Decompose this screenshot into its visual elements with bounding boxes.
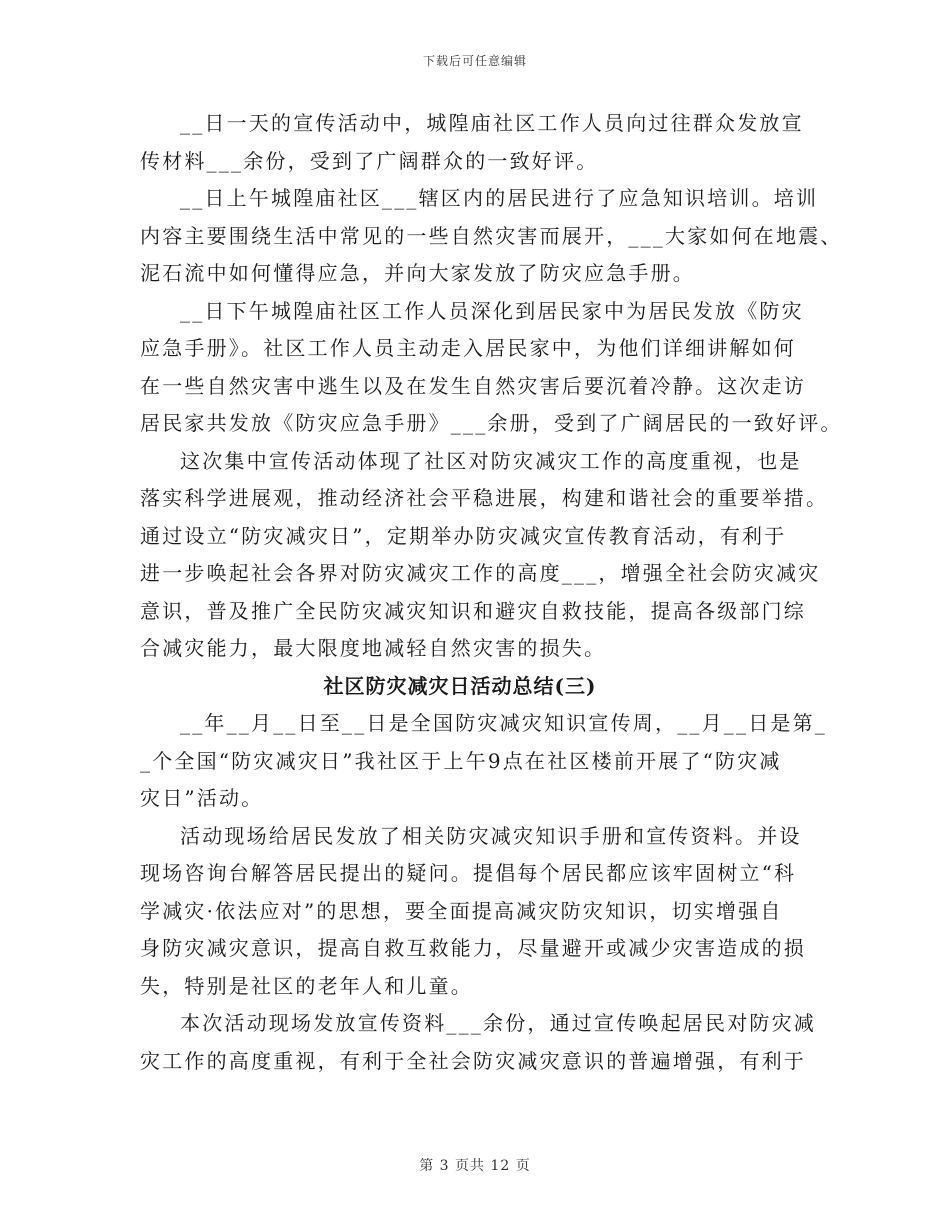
- paragraph-group-1: [140, 105, 843, 668]
- paragraph: [140, 443, 829, 668]
- text-line: 内容主要围绕生活中常见的一些自然灾害而展开，___大家如何在地震、: [140, 223, 843, 248]
- text-line: 居民家共发放《防灾应急手册》___余册，受到了广阔居民的一致好评。: [140, 411, 843, 435]
- text-line: 合减灾能力，最大限度地减轻自然灾害的损失。: [140, 636, 607, 660]
- text-line: 现场咨询台解答居民提出的疑问。提倡每个居民都应该牢固树立“科: [140, 861, 797, 885]
- section-title: 社区防灾减灾日活动总结(三): [323, 673, 597, 698]
- paragraph: [140, 1005, 820, 1080]
- text-line: 本次活动现场发放宣传资料___余份，通过宣传唤起居民对防灾减: [180, 1011, 816, 1035]
- paragraph: [140, 105, 820, 180]
- paragraph-group-2: [140, 705, 827, 1080]
- text-line: __日上午城隍庙社区___辖区内的居民进行了应急知识培训。培训: [180, 186, 819, 210]
- text-line: 通过设立“防灾减灾日”，定期举办防灾减灾宣传教育活动，有利于: [140, 523, 787, 548]
- text-line: 意识，普及推广全民防灾减灾知识和避灾自救技能，提高各级部门综: [140, 598, 806, 623]
- text-line: __日下午城隍庙社区工作人员深化到居民家中为居民发放《防灾: [180, 298, 804, 323]
- text-line: __日一天的宣传活动中，城隍庙社区工作人员向过往群众发放宣: [180, 111, 804, 135]
- paragraph: [140, 180, 843, 293]
- text-line: 学减灾·依法应对”的思想，要全面提高减灾防灾知识，切实增强自: [140, 898, 783, 923]
- text-line: 应急手册》。社区工作人员主动走入居民家中，为他们详细讲解如何: [140, 336, 796, 360]
- text-line: _个全国“防灾减灾日”我社区于上午9点在社区楼前开展了“防灾减: [140, 748, 782, 773]
- paragraph: [140, 705, 827, 818]
- paragraph: [140, 293, 843, 443]
- text-line: 身防灾减灾意识，提高自救互救能力，尽量避开或减少灾害造成的损: [140, 936, 806, 960]
- text-line: 泥石流中如何懂得应急，并向大家发放了防灾应急手册。: [140, 261, 695, 285]
- text-line: 在一些自然灾害中逃生以及在发生自然灾害后要沉着冷静。这次走访: [140, 373, 806, 398]
- paragraph: [140, 818, 820, 1006]
- text-line: 传材料___余份，受到了广阔群众的一致好评。: [140, 148, 599, 173]
- text-line: 落实科学进展观，推动经济社会平稳进展，构建和谐社会的重要举措。: [140, 486, 829, 510]
- text-line: 失，特别是社区的老年人和儿童。: [140, 973, 473, 998]
- page-footer: 第 3 页共 12 页: [419, 1158, 531, 1174]
- text-line: 灾日”活动。: [140, 786, 264, 810]
- text-line: 进一步唤起社会各界对防灾减灾工作的高度___，增强全社会防灾减灾: [140, 561, 821, 585]
- text-line: 这次集中宣传活动体现了社区对防灾减灾工作的高度重视，也是: [180, 448, 802, 473]
- page-header: 下载后可任意编辑: [422, 54, 527, 68]
- text-line: __年__月__日至__日是全国防灾减灾知识宣传周，__月__日是第_: [180, 711, 827, 735]
- text-line: 灾工作的高度重视，有利于全社会防灾减灾意识的普遍增强，有利于: [140, 1048, 806, 1073]
- text-line: 活动现场给居民发放了相关防灾减灾知识手册和宣传资料。并设: [180, 823, 802, 848]
- document-body: [140, 105, 843, 1080]
